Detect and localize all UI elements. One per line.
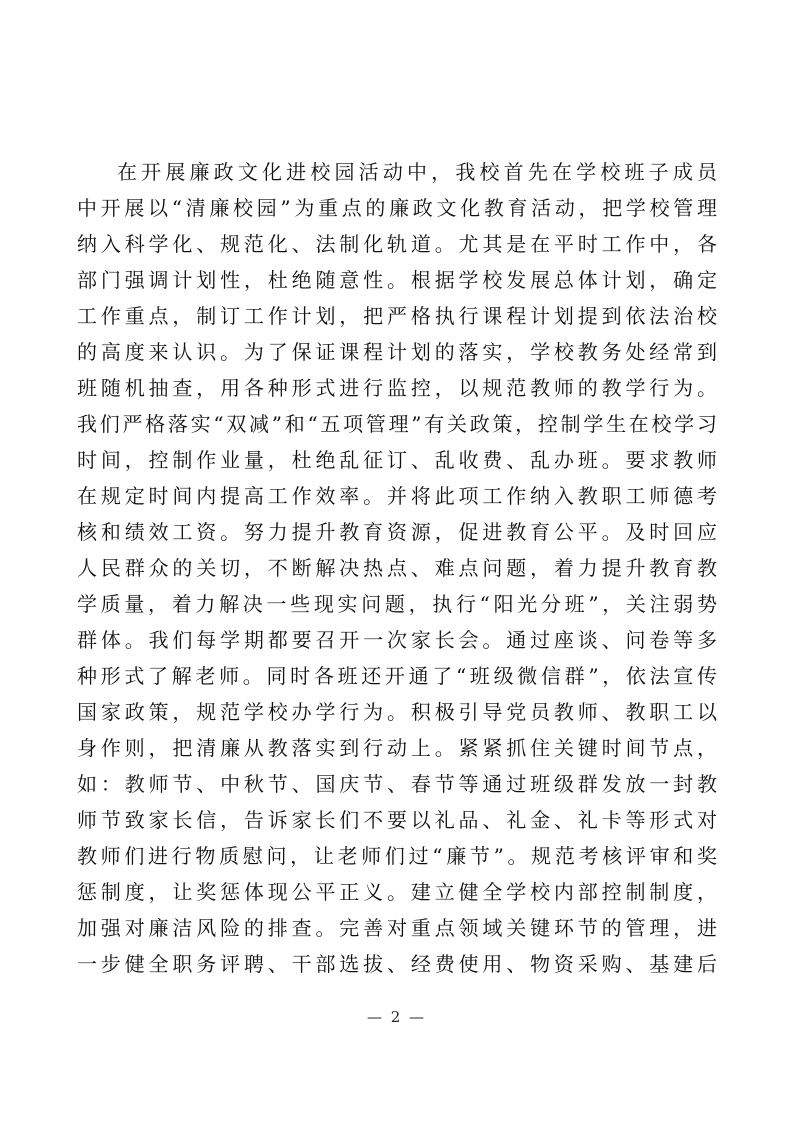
paragraph-line: 学质量，着力解决一些现实问题，执行“阳光分班”，关注弱势 xyxy=(77,592,717,616)
paragraph-line: 群体。我们每学期都要召开一次家长会。通过座谈、问卷等多 xyxy=(77,628,717,652)
paragraph-line: 惩制度，让奖惩体现公平正义。建立健全学校内部控制制度， xyxy=(77,880,717,904)
paragraph-line: 部门强调计划性，杜绝随意性。根据学校发展总体计划，确定 xyxy=(77,268,717,292)
paragraph-line: 中开展以“清廉校园”为重点的廉政文化教育活动，把学校管理 xyxy=(77,196,717,220)
paragraph-line: 的高度来认识。为了保证课程计划的落实，学校教务处经常到 xyxy=(77,340,717,364)
paragraph-line: 我们严格落实“双减”和“五项管理”有关政策，控制学生在校学习 xyxy=(77,412,717,436)
paragraph-line: 如：教师节、中秋节、国庆节、春节等通过班级群发放一封教 xyxy=(77,772,717,796)
paragraph-line: 种形式了解老师。同时各班还开通了“班级微信群”，依法宣传 xyxy=(77,664,717,688)
paragraph-line: 身作则，把清廉从教落实到行动上。紧紧抓住关键时间节点， xyxy=(77,736,717,760)
page-number: — 2 — xyxy=(366,1008,427,1026)
paragraph-line: 班随机抽查，用各种形式进行监控，以规范教师的教学行为。 xyxy=(77,376,717,400)
paragraph-line: 纳入科学化、规范化、法制化轨道。尤其是在平时工作中，各 xyxy=(77,232,717,256)
body-paragraph xyxy=(77,154,717,982)
paragraph-line: 核和绩效工资。努力提升教育资源，促进教育公平。及时回应 xyxy=(77,520,717,544)
paragraph-line: 在规定时间内提高工作效率。并将此项工作纳入教职工师德考 xyxy=(77,484,717,508)
paragraph-line: 加强对廉洁风险的排查。完善对重点领域关键环节的管理，进 xyxy=(77,916,717,940)
paragraph-line: 工作重点，制订工作计划，把严格执行课程计划提到依法治校 xyxy=(77,304,717,328)
paragraph-line: 一步健全职务评聘、干部选拔、经费使用、物资采购、基建后 xyxy=(77,952,717,976)
paragraph-line: 时间，控制作业量，杜绝乱征订、乱收费、乱办班。要求教师 xyxy=(77,448,717,472)
paragraph-line: 在开展廉政文化进校园活动中，我校首先在学校班子成员 xyxy=(117,160,717,184)
paragraph-line: 人民群众的关切，不断解决热点、难点问题，着力提升教育教 xyxy=(77,556,717,580)
paragraph-line: 教师们进行物质慰问，让老师们过“廉节”。规范考核评审和奖 xyxy=(77,844,717,868)
paragraph-line: 国家政策，规范学校办学行为。积极引导党员教师、教职工以 xyxy=(77,700,717,724)
paragraph-line: 师节致家长信，告诉家长们不要以礼品、礼金、礼卡等形式对 xyxy=(77,808,717,832)
